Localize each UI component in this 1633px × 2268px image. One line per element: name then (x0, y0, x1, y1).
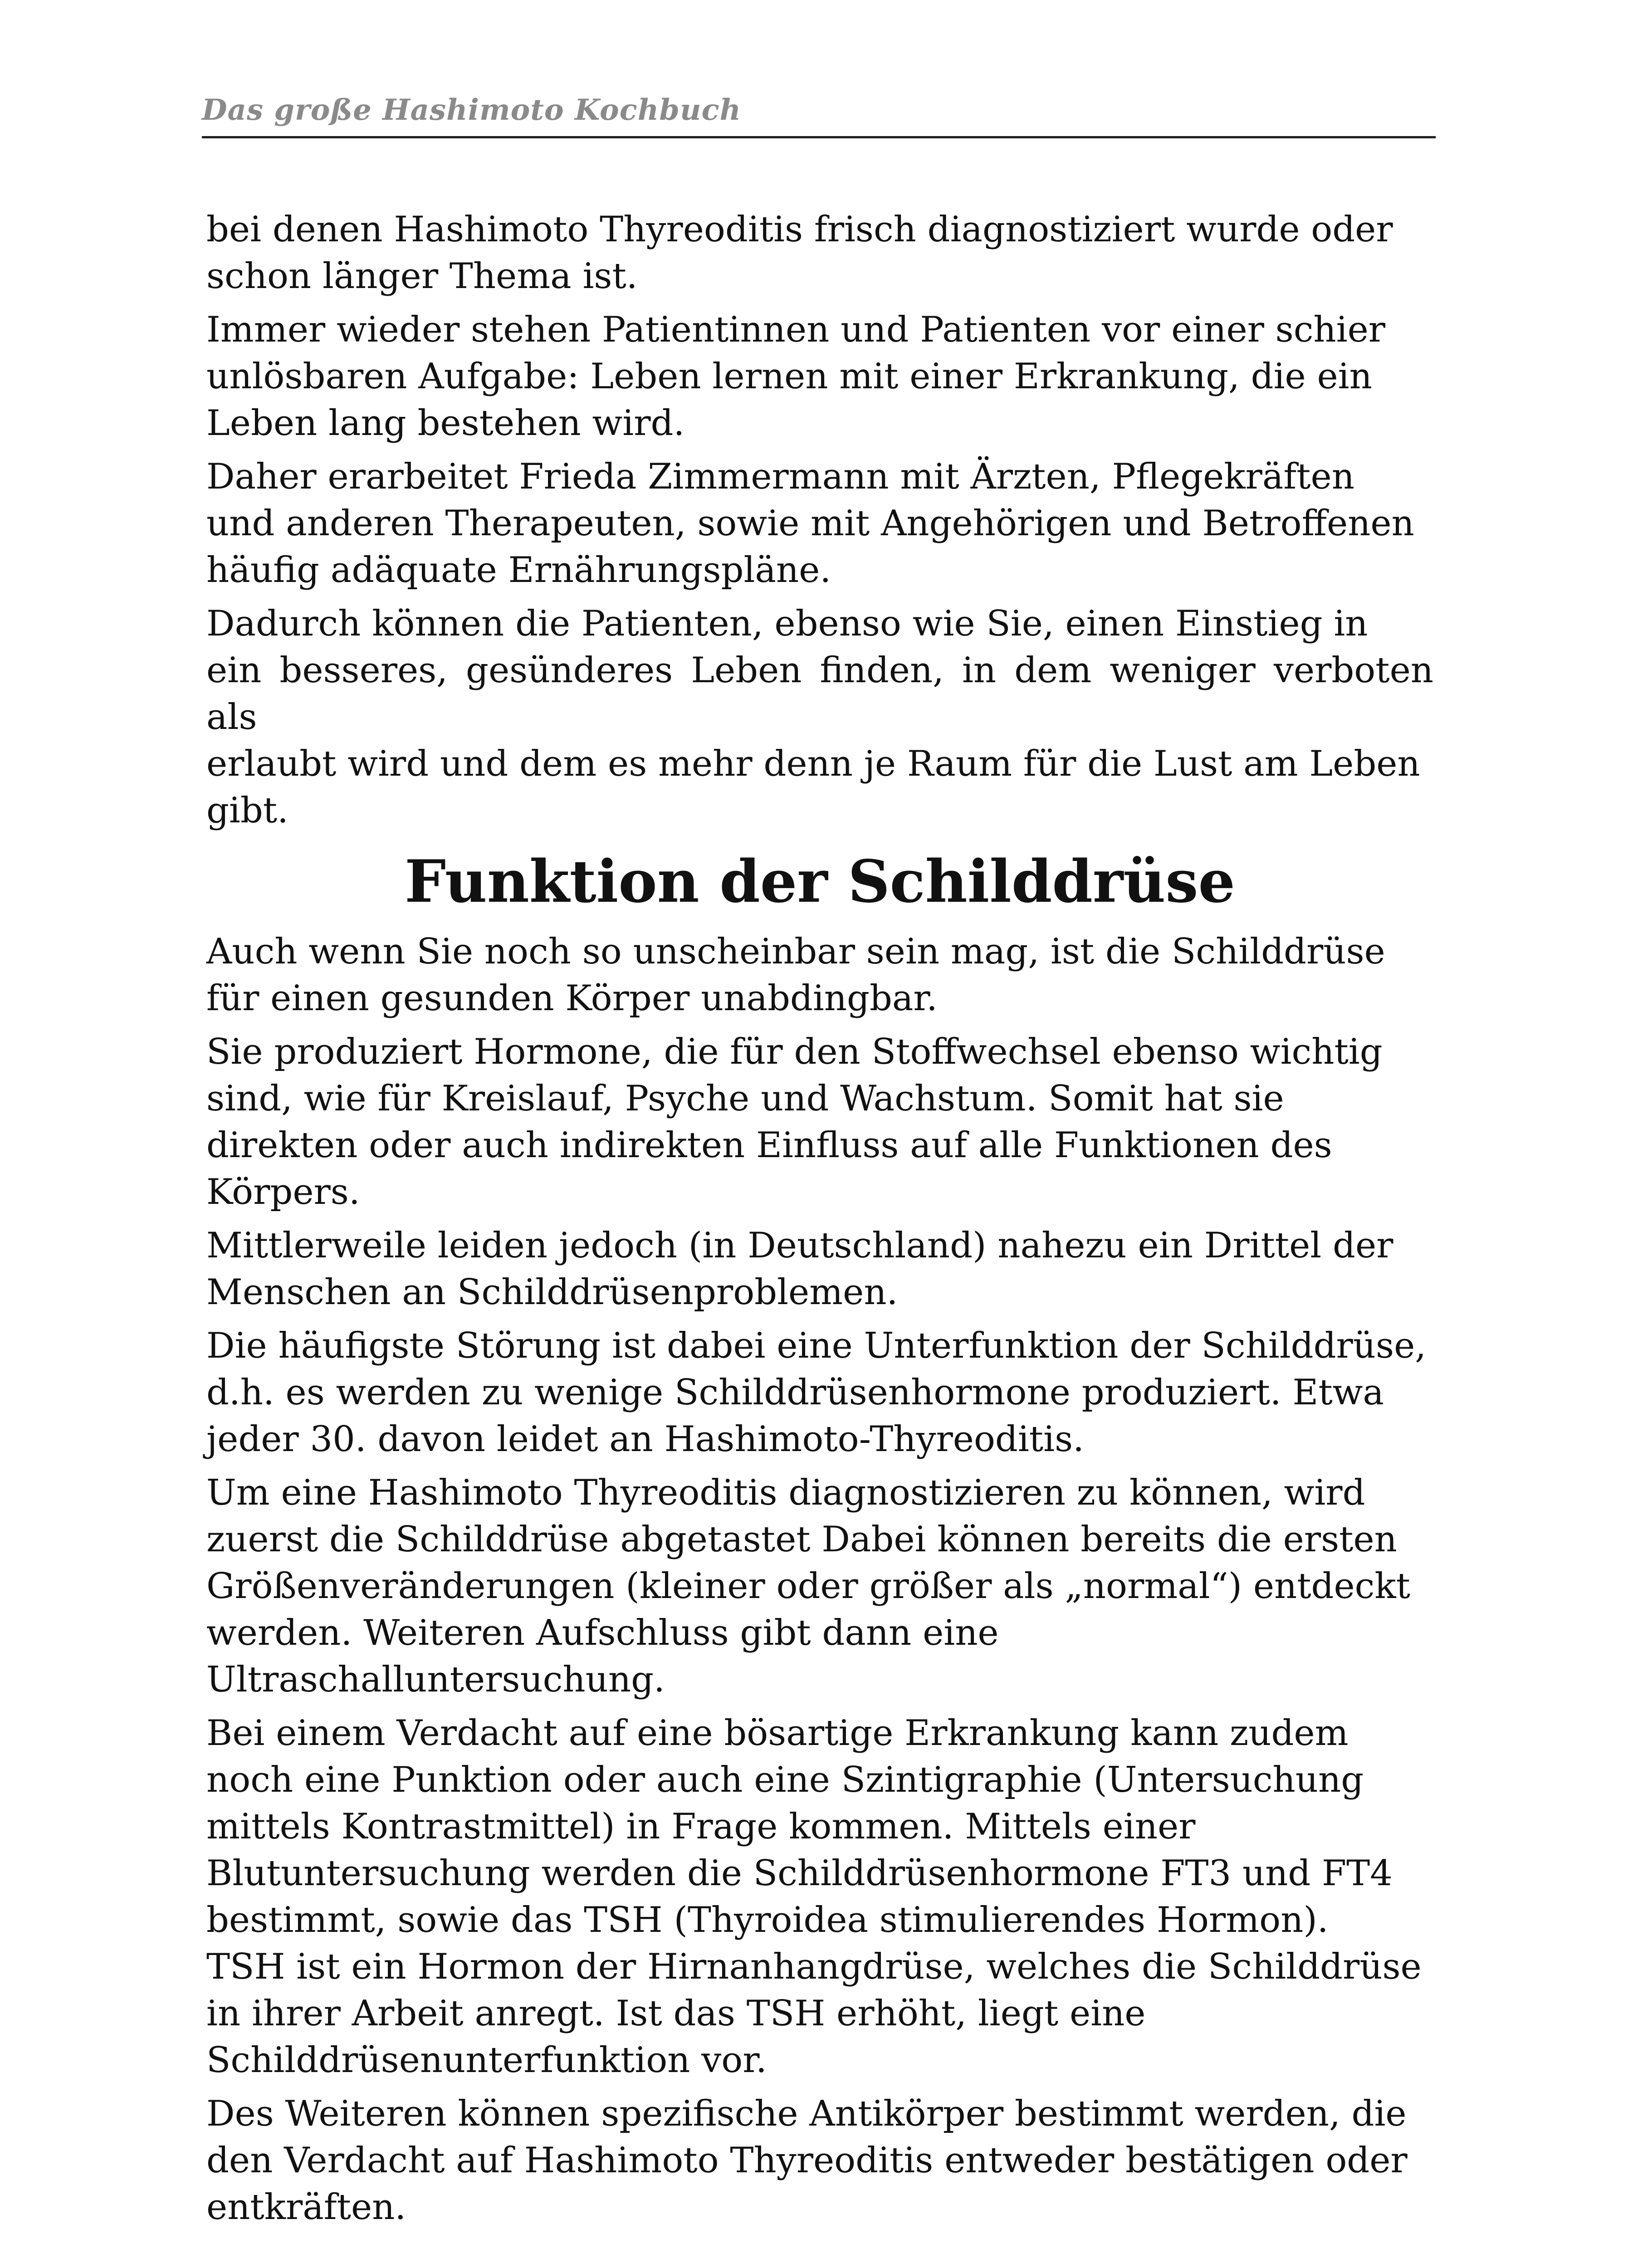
intro-paragraph-2: Immer wieder stehen Patientinnen und Patienten vor einer schier unlösbaren Aufgabe: Leben lernen mit einer Erkrankung, die ein Leben lang bestehen wird. (206, 309, 1386, 444)
section-heading: Funktion der Schilddrüse (405, 848, 1235, 916)
section-paragraph-2: Sie produziert Hormone, die für den Stoffwechsel ebenso wichtig sind, wie für Kreislauf, Psyche und Wachstum. Somit hat sie direkten oder auch indirekten Einfluss auf alle Funktionen des Körpers. (206, 1031, 1383, 1212)
intro-paragraph-1: bei denen Hashimoto Thyreoditis frisch diagnostiziert wurde oder schon länger Thema ist. (206, 209, 1393, 297)
header-rule (202, 136, 1436, 138)
running-head-title: Das große Hashimoto Kochbuch (202, 93, 741, 127)
section-paragraph-1: Auch wenn Sie noch so unscheinbar sein mag, ist die Schilddrüse für einen gesunden Körper unabdingbar. (206, 931, 1385, 1019)
intro-paragraph-3: Daher erarbeitet Frieda Zimmermann mit Ärzten, Pflegekräften und anderen Therapeuten, sowie mit Angehörigen und Betroffenen häufig adäquate Ernährungspläne. (206, 456, 1414, 591)
section-paragraph-6: Bei einem Verdacht auf eine bösartige Erkrankung kann zudem noch eine Punktion oder auch eine Szintigraphie (Untersuchung mittels Kontrastmittel) in Frage kommen. Mittels einer Blutuntersuchung werden die Schilddrüsenhormone FT3 und FT4 bestimmt, sowie das TSH (Thyroidea stimulierendes Hormon). TSH ist ein Hormon der Hirnanhangdrüse, welches die Schilddrüse in ihrer Arbeit anregt. Ist das TSH erhöht, liegt eine Schilddrüsenunterfunktion vor. (206, 1713, 1422, 2081)
page-body (206, 206, 1433, 2231)
section-paragraph-5: Um eine Hashimoto Thyreoditis diagnostizieren zu können, wird zuerst die Schilddrüse abgetastet Dabei können bereits die ersten Größenveränderungen (kleiner oder größer als „normal“) entdeckt werden. Weiteren Aufschluss gibt dann eine Ultraschalluntersuchung. (206, 1472, 1410, 1700)
intro-paragraph-4: Dadurch können die Patienten, ebenso wie Sie, einen Einstieg in ein besseres, gesünderes Leben finden, in dem weniger verboten als erlaubt wird und dem es mehr denn je Raum für die Lust am Leben gibt. (206, 603, 1433, 831)
section-paragraph-3: Mittlerweile leiden jedoch (in Deutschland) nahezu ein Drittel der Menschen an Schilddrüsenproblemen. (206, 1225, 1393, 1313)
section-paragraph-4: Die häufigste Störung ist dabei eine Unterfunktion der Schilddrüse, d.h. es werden zu wenige Schilddrüsenhormone produziert. Etwa jeder 30. davon leidet an Hashimoto-Thyreoditis. (206, 1325, 1427, 1460)
section-paragraph-7: Des Weiteren können spezifische Antikörper bestimmt werden, die den Verdacht auf Hashimoto Thyreoditis entweder bestätigen oder entkräften. (206, 2093, 1408, 2228)
